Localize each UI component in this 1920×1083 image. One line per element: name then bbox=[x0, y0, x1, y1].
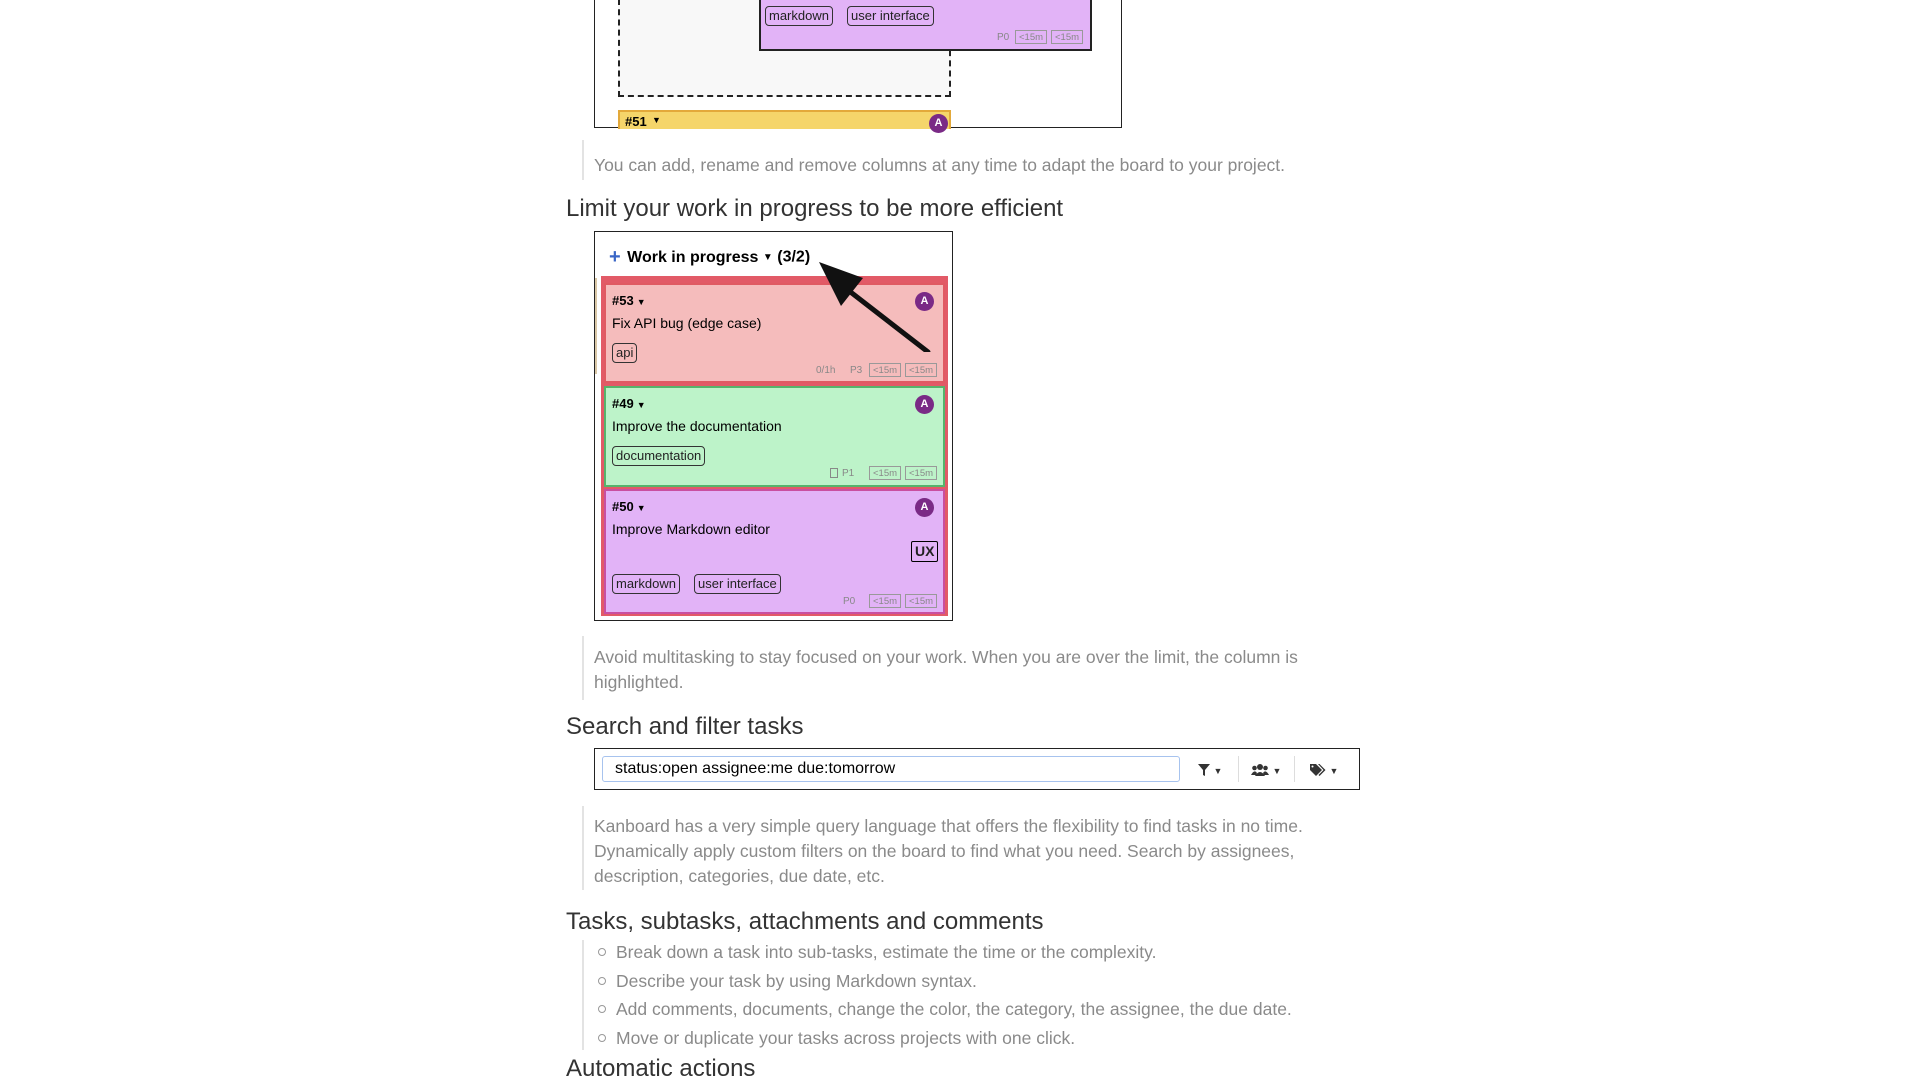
estimate-badge: <15m bbox=[1051, 30, 1083, 44]
tag-markdown[interactable]: markdown bbox=[765, 6, 833, 26]
task-card-51[interactable] bbox=[618, 110, 951, 129]
columns-description: You can add, rename and remove columns at any time to adapt the board to your project. bbox=[594, 155, 1286, 175]
filter-icon bbox=[1198, 764, 1210, 776]
task-card-49[interactable] bbox=[604, 386, 945, 487]
tag-user-interface[interactable]: user interface bbox=[694, 574, 781, 594]
search-input[interactable] bbox=[602, 756, 1180, 782]
tag-markdown[interactable]: markdown bbox=[612, 574, 680, 594]
tags-dropdown-button[interactable] bbox=[1300, 756, 1348, 782]
users-icon bbox=[1251, 764, 1269, 776]
filter-dropdown-button[interactable] bbox=[1190, 756, 1230, 782]
tag-documentation[interactable]: documentation bbox=[612, 446, 705, 466]
list-item bbox=[598, 995, 1292, 1024]
tag-api[interactable]: api bbox=[612, 343, 637, 363]
list-item bbox=[598, 1024, 1292, 1053]
annotation-arrow-icon bbox=[595, 232, 954, 352]
chevron-down-icon[interactable]: ▼ bbox=[762, 252, 773, 263]
priority-label: P3 bbox=[850, 365, 863, 376]
estimate-badge: <15m bbox=[869, 594, 901, 608]
estimate-badge: <15m bbox=[869, 363, 901, 377]
task-title[interactable]: Improve Markdown editor bbox=[612, 521, 770, 537]
estimate-badge: <15m bbox=[905, 594, 937, 608]
search-description: Kanboard has a very simple query language that offers the flexibility to find tasks in no time. Dynamically apply custom filters on the board to find what you need. Search by assignees, description, categories, due date, etc. bbox=[594, 816, 1303, 886]
task-title[interactable]: Fix API bug (edge case) bbox=[612, 315, 762, 331]
avatar[interactable]: A bbox=[915, 498, 934, 517]
description-bar bbox=[582, 636, 584, 700]
bullet-icon bbox=[598, 977, 606, 985]
chevron-down-icon[interactable]: ▼ bbox=[636, 503, 646, 513]
bullet-icon bbox=[598, 1034, 606, 1042]
chevron-down-icon: ▼ bbox=[1213, 766, 1223, 776]
chevron-down-icon: ▼ bbox=[1272, 766, 1282, 776]
priority-label: P1 bbox=[842, 468, 855, 479]
task-number-text: #53 bbox=[612, 293, 634, 308]
list-item-text: Move or duplicate your tasks across projects with one click. bbox=[616, 1027, 1076, 1048]
avatar[interactable]: A bbox=[929, 114, 948, 133]
task-number-text: #49 bbox=[612, 396, 634, 411]
bullet-icon bbox=[598, 948, 606, 956]
estimate-badge: <15m bbox=[1015, 30, 1047, 44]
task-card-top[interactable] bbox=[759, 0, 1092, 51]
task-number-50[interactable] bbox=[612, 499, 646, 514]
list-item bbox=[598, 967, 1292, 996]
task-title[interactable]: Improve the documentation bbox=[612, 418, 782, 434]
section-heading-wip: Limit your work in progress to be more efficient bbox=[566, 195, 1064, 222]
priority-label: P0 bbox=[997, 32, 1010, 43]
list-item-text: Add comments, documents, change the color, the category, the assignee, the due date. bbox=[616, 999, 1292, 1019]
tasks-feature-list bbox=[598, 938, 1292, 1052]
time-spent: 0/1h bbox=[816, 365, 836, 376]
tag-user-interface[interactable]: user interface bbox=[847, 6, 934, 26]
chevron-down-icon[interactable]: ▼ bbox=[652, 115, 661, 125]
estimate-badge: <15m bbox=[905, 363, 937, 377]
document-icon bbox=[830, 468, 838, 478]
wip-column-screenshot bbox=[594, 231, 953, 621]
estimate-badge: <15m bbox=[905, 466, 937, 480]
tags-icon bbox=[1310, 764, 1326, 776]
task-number-text: #50 bbox=[612, 499, 634, 514]
add-task-icon[interactable]: + bbox=[609, 246, 621, 268]
description-bar bbox=[582, 140, 584, 180]
wip-description: Avoid multitasking to stay focused on your work. When you are over the limit, the column is highlighted. bbox=[594, 647, 1298, 692]
list-item-text: Break down a task into sub-tasks, estimate the time or the complexity. bbox=[616, 942, 1157, 962]
section-heading-automatic-actions: Automatic actions bbox=[566, 1055, 756, 1082]
avatar[interactable]: A bbox=[915, 395, 934, 414]
priority-label: P0 bbox=[843, 596, 856, 607]
task-card-50[interactable] bbox=[604, 489, 945, 614]
task-number-49[interactable] bbox=[612, 396, 646, 411]
section-heading-search: Search and filter tasks bbox=[566, 713, 804, 740]
chevron-down-icon[interactable]: ▼ bbox=[636, 297, 646, 307]
estimate-badge: <15m bbox=[869, 466, 901, 480]
task-number[interactable]: #51 bbox=[625, 114, 647, 129]
list-item-text: Describe your task by using Markdown syntax. bbox=[616, 970, 977, 991]
chevron-down-icon: ▼ bbox=[1329, 766, 1339, 776]
users-dropdown-button[interactable] bbox=[1244, 756, 1288, 782]
column-title[interactable]: Work in progress bbox=[627, 248, 759, 266]
toolbar-divider bbox=[1238, 756, 1239, 782]
avatar[interactable]: A bbox=[915, 292, 934, 311]
bullet-icon bbox=[598, 1005, 606, 1013]
chevron-down-icon[interactable]: ▼ bbox=[636, 400, 646, 410]
wip-limit: (3/2) bbox=[777, 248, 811, 266]
category-badge[interactable]: UX bbox=[911, 541, 938, 562]
list-item bbox=[598, 938, 1292, 967]
section-heading-tasks: Tasks, subtasks, attachments and comments bbox=[566, 908, 1044, 935]
toolbar-divider bbox=[1294, 756, 1295, 782]
board-screenshot-top bbox=[594, 0, 1122, 128]
description-bar bbox=[582, 940, 584, 1050]
description-bar bbox=[582, 806, 584, 890]
